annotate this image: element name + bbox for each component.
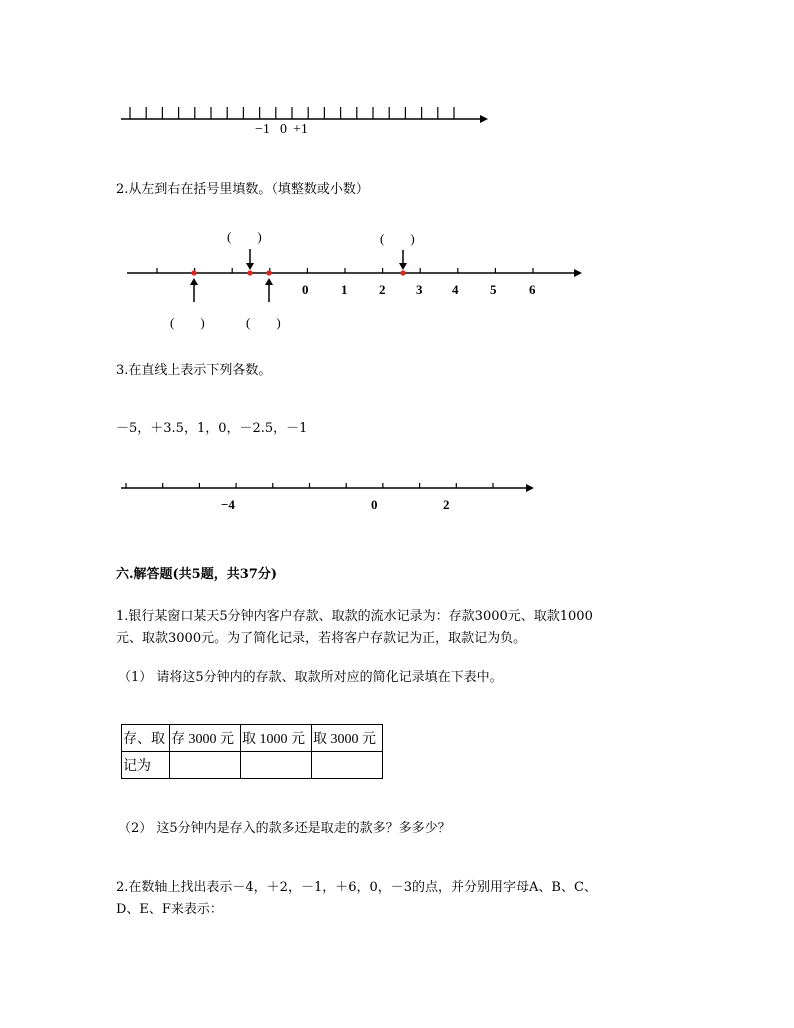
number-line-1-label-neg1: −1	[255, 122, 270, 137]
table-cell: 存、取	[122, 725, 170, 752]
number-line-1-label-pos1: +1	[293, 122, 308, 137]
q2-axis-label-4: 4	[452, 282, 459, 297]
table-cell: 记为	[122, 752, 170, 779]
q2-axis-label-0: 0	[302, 282, 309, 297]
q2-axis-label-3: 3	[416, 282, 423, 297]
q2-bracket-bottom-left: ( )	[170, 315, 205, 330]
number-line-1-label-0: 0	[280, 122, 287, 137]
q2-bracket-bottom-mid: ( )	[246, 315, 281, 330]
record-table	[121, 724, 383, 779]
section6-p1-line1: 1.银行某窗口某天5分钟内客户存款、取款的流水记录为：存款3000元、取款1000	[116, 609, 593, 624]
table-cell-input[interactable]	[170, 752, 241, 779]
section6-p2-line1: 2.在数轴上找出表示－4，＋2，－1，＋6，0，－3的点，并分别用字母A、B、C、	[116, 880, 597, 895]
q3-numbers: －5，＋3.5，1，0，－2.5，－1	[116, 421, 308, 436]
section6-sub2: （2） 这5分钟内是存入的款多还是取走的款多？多多少？	[118, 821, 451, 836]
section6-p2-line2: D、E、F来表示：	[116, 902, 223, 917]
q3-axis-label-0: 0	[371, 497, 378, 512]
q2-title: 2.从左到右在括号里填数。（填整数或小数）	[116, 182, 369, 197]
q3-axis-label-2: 2	[443, 497, 450, 512]
section6-heading: 六.解答题(共5题，共37分)	[116, 567, 277, 582]
q2-bracket-top-right: ( )	[380, 231, 415, 246]
q2-axis-label-2: 2	[379, 282, 386, 297]
table-cell-input[interactable]	[312, 752, 383, 779]
q2-axis-label-5: 5	[490, 282, 497, 297]
table-cell: 取 1000 元	[241, 725, 312, 752]
section6-sub1: （1） 请将这5分钟内的存款、取款所对应的简化记录填在下表中。	[118, 670, 503, 685]
q3-title: 3.在直线上表示下列各数。	[116, 363, 272, 378]
table-cell-input[interactable]	[241, 752, 312, 779]
table-cell: 取 3000 元	[312, 725, 383, 752]
q2-bracket-top-left: ( )	[227, 229, 262, 244]
table-cell: 存 3000 元	[170, 725, 241, 752]
q3-axis-label-neg4: −4	[221, 497, 235, 512]
table-row	[122, 725, 383, 752]
section6-p1-line2: 元、取款3000元。为了简化记录，若将客户存款记为正，取款记为负。	[116, 631, 527, 646]
table-row	[122, 752, 383, 779]
q2-axis-label-6: 6	[529, 282, 536, 297]
number-line-3-arrow	[526, 484, 534, 492]
q2-axis-label-1: 1	[341, 282, 348, 297]
